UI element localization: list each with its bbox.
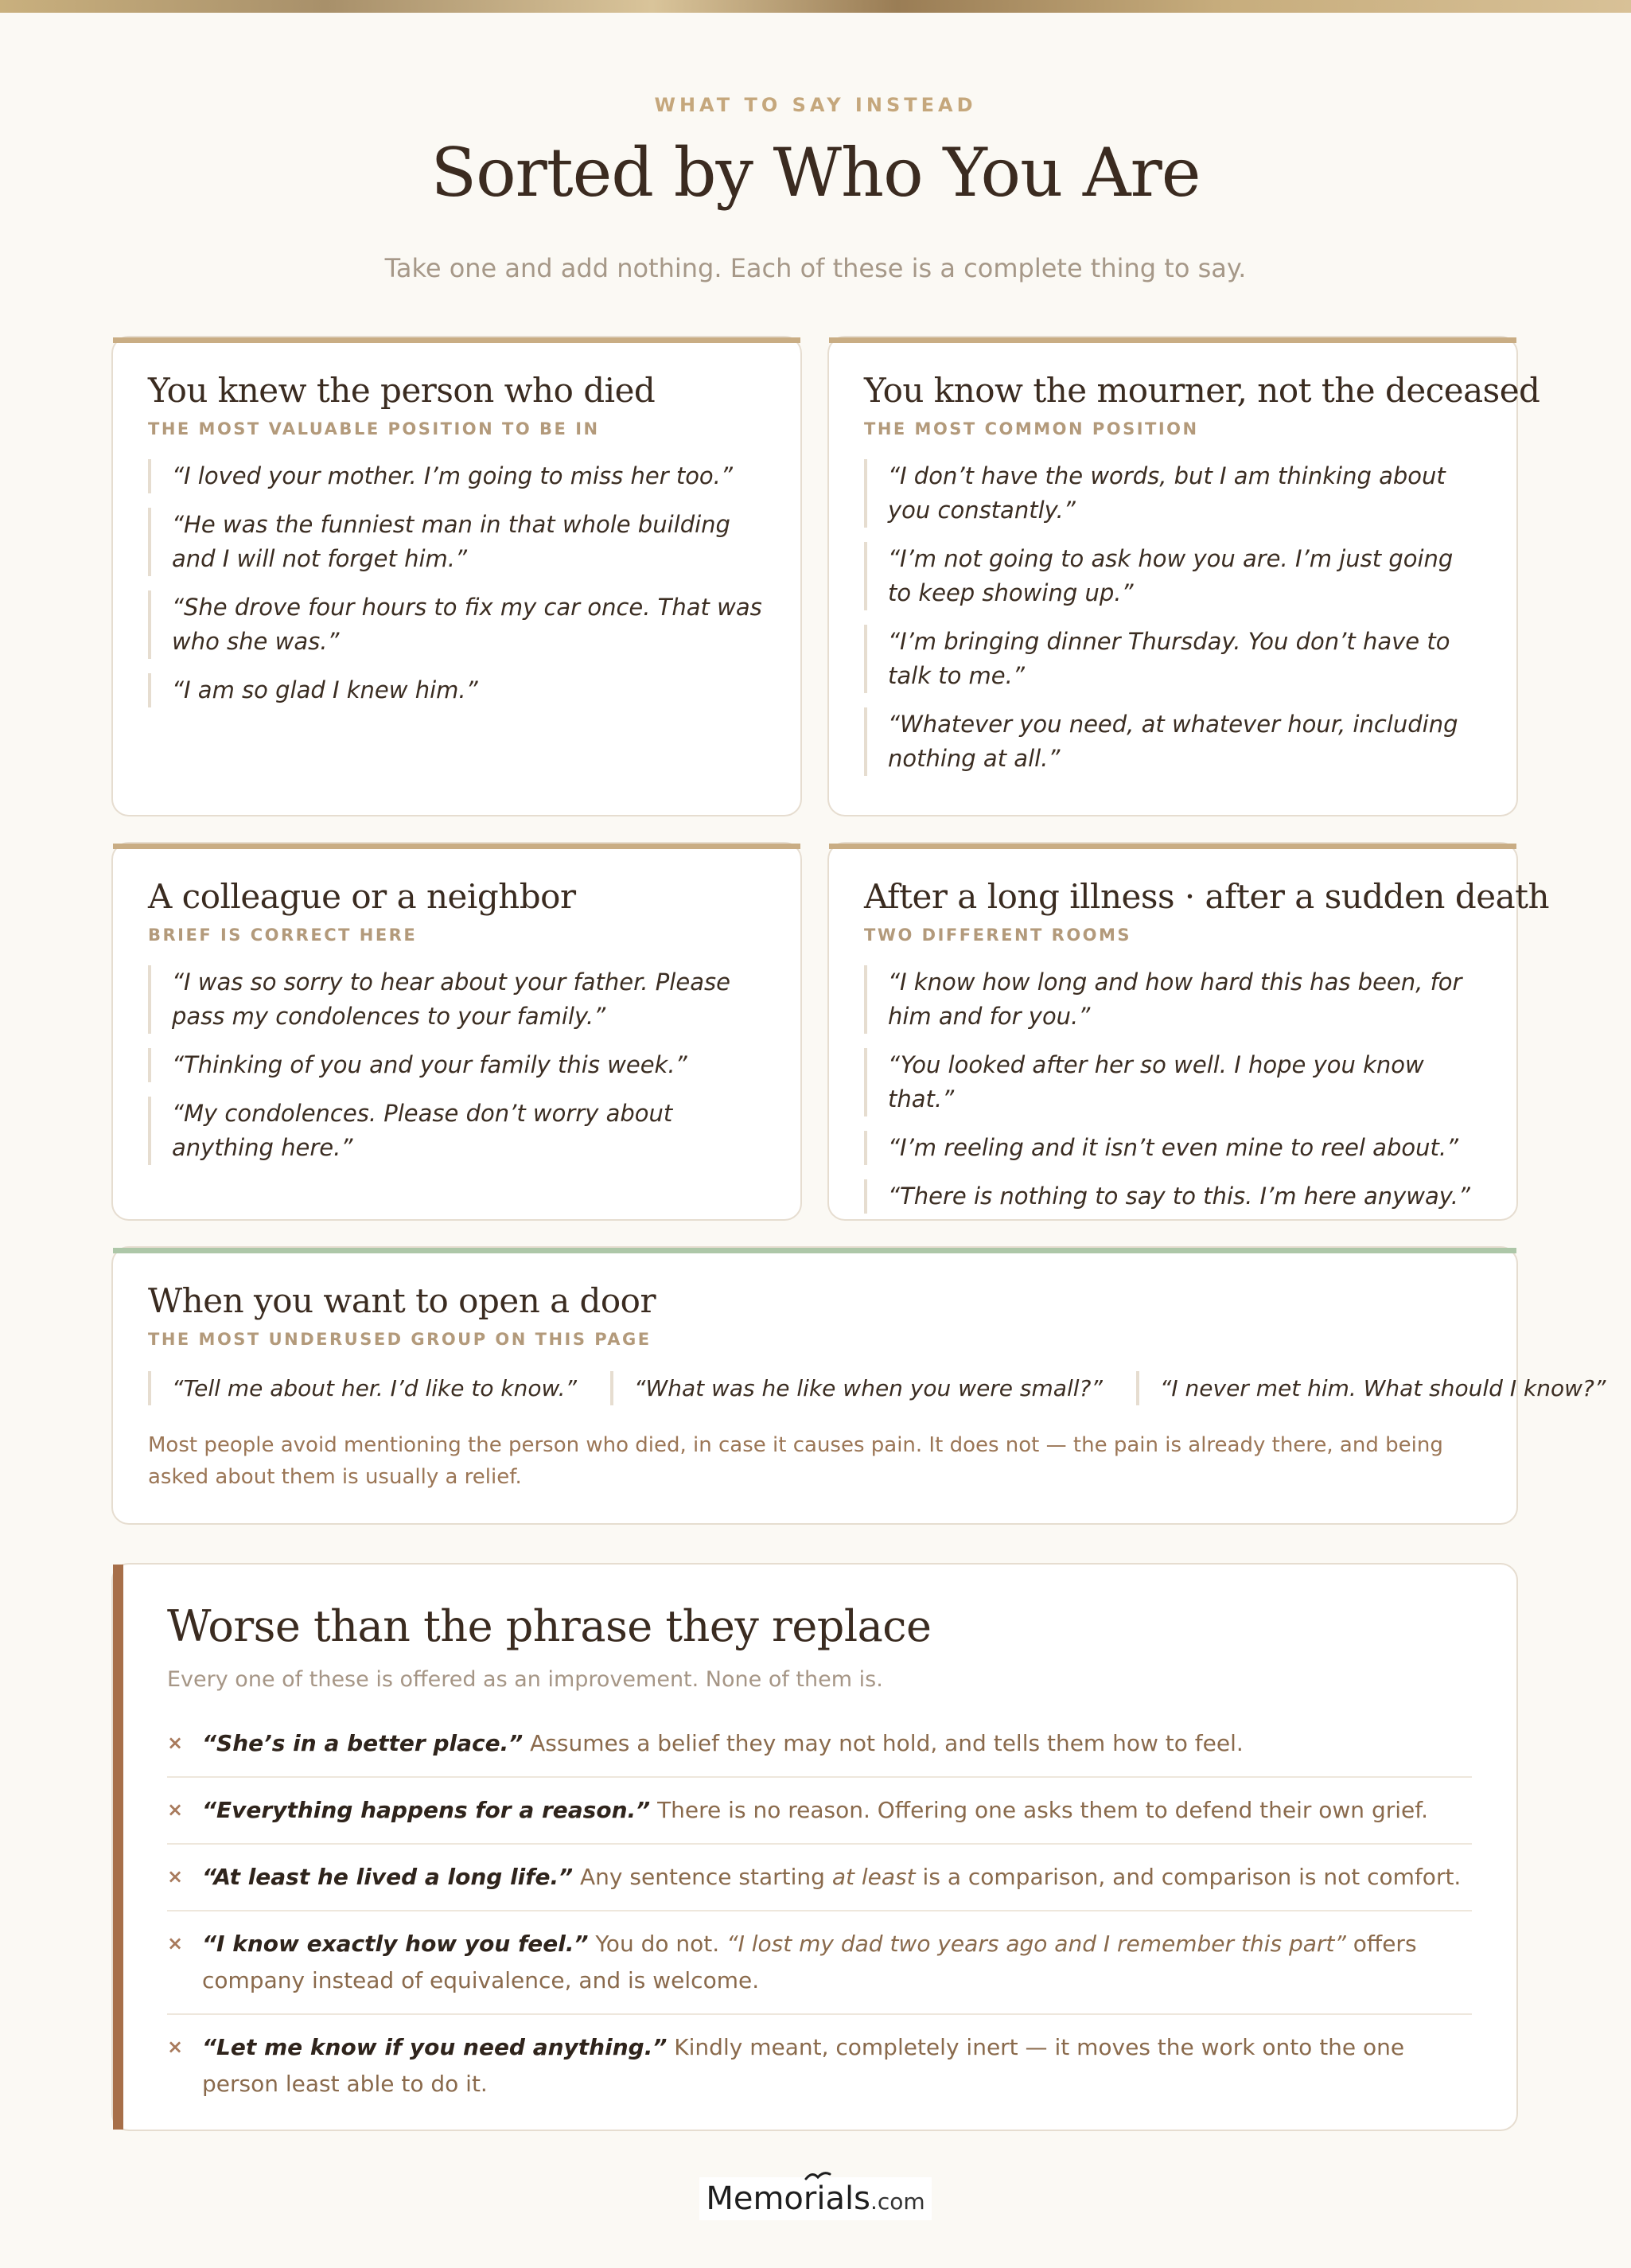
top-accent-bar (0, 0, 1631, 13)
bird-icon (804, 2169, 831, 2182)
worse-item-text (202, 1725, 1244, 1762)
quote: “Whatever you need, at whatever hour, including nothing at all.” (864, 707, 1481, 776)
quote: “I’m bringing dinner Thursday. You don’t have to talk to me.” (864, 625, 1481, 693)
worse-title: Worse than the phrase they replace (167, 1601, 932, 1651)
quote: “She drove four hours to fix my car once. That was who she was.” (148, 590, 765, 659)
quote: “I know how long and how hard this has been, for him and for you.” (864, 965, 1481, 1034)
worse-explanation: You do not. (595, 1931, 720, 1957)
worse-explanation: Kindly meant, completely inert — it moves the work onto the one person least able to do it. (202, 2034, 1405, 2097)
quote: “He was the funniest man in that whole building and I will not forget him.” (148, 508, 765, 576)
logo-main: Memorials (706, 2180, 870, 2217)
page-title: Sorted by Who You Are (430, 134, 1201, 212)
x-icon: × (167, 1865, 184, 1888)
card-subtitle: THE MOST VALUABLE POSITION TO BE IN (148, 419, 600, 438)
card-subtitle: THE MOST UNDERUSED GROUP ON THIS PAGE (148, 1330, 652, 1349)
quote: “Thinking of you and your family this week.” (148, 1048, 765, 1082)
x-icon: × (167, 1932, 184, 1954)
card-subtitle: THE MOST COMMON POSITION (864, 419, 1199, 438)
worse-item-text (202, 1792, 1428, 1829)
card-title: You know the mourner, not the deceased (864, 371, 1540, 410)
quote: “I’m not going to ask how you are. I’m just going to keep showing up.” (864, 542, 1481, 610)
quote: “I am so glad I knew him.” (148, 673, 765, 707)
card-subtitle: TWO DIFFERENT ROOMS (864, 926, 1132, 945)
worse-explanation: is a comparison, and comparison is not comfort. (922, 1864, 1462, 1890)
quote: “What was he like when you were small?” (610, 1371, 1103, 1405)
door-note: Most people avoid mentioning the person who died, in case it causes pain. It does not — the pain is already there, and being asked about them is usually a relief. (148, 1433, 1443, 1489)
card-title: You knew the person who died (148, 371, 656, 410)
quote: “My condolences. Please don’t worry about anything here.” (148, 1097, 765, 1165)
list-item (167, 1711, 1472, 1778)
card-illness-sudden (827, 842, 1550, 1221)
list-item (167, 1911, 1472, 2015)
memorials-logo[interactable] (699, 2177, 931, 2220)
quote: “I don’t have the words, but I am thinking about you constantly.” (864, 459, 1481, 528)
logo-suffix: .com (870, 2188, 925, 2215)
list-item (167, 1845, 1472, 1911)
card-title: After a long illness · after a sudden death (864, 877, 1550, 916)
worse-explanation-italic: “I lost my dad two years ago and I remember this part” (726, 1931, 1346, 1957)
worse-phrase: “I know exactly how you feel.” (202, 1931, 589, 1957)
worse-item-text (202, 2029, 1472, 2102)
worse-explanation-italic: at least (831, 1864, 916, 1890)
footer (0, 2177, 1631, 2220)
worse-explanation: offers company instead of equivalence, and is welcome. (202, 1931, 1417, 1993)
worse-phrase: “At least he lived a long life.” (202, 1864, 574, 1890)
card-knew-deceased (111, 336, 802, 816)
worse-phrase: “She’s in a better place.” (202, 1730, 524, 1756)
x-icon: × (167, 1732, 184, 1754)
quote: “I loved your mother. I’m going to miss her too.” (148, 459, 765, 493)
worse-subtitle: Every one of these is offered as an improvement. None of them is. (167, 1667, 883, 1692)
worse-item-text (202, 1926, 1472, 1999)
quote: “I’m reeling and it isn’t even mine to reel about.” (864, 1131, 1481, 1165)
quote: “I was so sorry to hear about your father. Please pass my condolences to your family.” (148, 965, 765, 1034)
worse-explanation: Assumes a belief they may not hold, and tells them how to feel. (530, 1730, 1244, 1756)
card-colleague-neighbor (111, 842, 802, 1221)
worse-phrase: “Let me know if you need anything.” (202, 2034, 668, 2060)
card-title: When you want to open a door (148, 1281, 656, 1320)
x-icon: × (167, 2036, 184, 2058)
quote: “I never met him. What should I know?” (1136, 1371, 1606, 1405)
card-open-door (111, 1246, 1606, 1525)
worse-item-text (202, 1859, 1461, 1896)
x-icon: × (167, 1798, 184, 1821)
page-subtitle: Take one and add nothing. Each of these is a complete thing to say. (384, 253, 1247, 283)
card-subtitle: BRIEF IS CORRECT HERE (148, 926, 418, 945)
list-item (167, 1778, 1472, 1845)
card-title: A colleague or a neighbor (148, 877, 576, 916)
list-item (167, 2015, 1472, 2117)
worse-explanation: There is no reason. Offering one asks them to defend their own grief. (657, 1797, 1428, 1823)
quote: “There is nothing to say to this. I’m here anyway.” (864, 1179, 1481, 1214)
card-know-mourner (827, 336, 1540, 816)
worse-phrase: “Everything happens for a reason.” (202, 1797, 651, 1823)
worse-explanation: Any sentence starting (580, 1864, 825, 1890)
quote: “Tell me about her. I’d like to know.” (148, 1371, 577, 1405)
quote: “You looked after her so well. I hope you know that.” (864, 1048, 1481, 1116)
worse-phrases-panel (111, 1563, 1518, 2131)
eyebrow: WHAT TO SAY INSTEAD (654, 94, 977, 116)
